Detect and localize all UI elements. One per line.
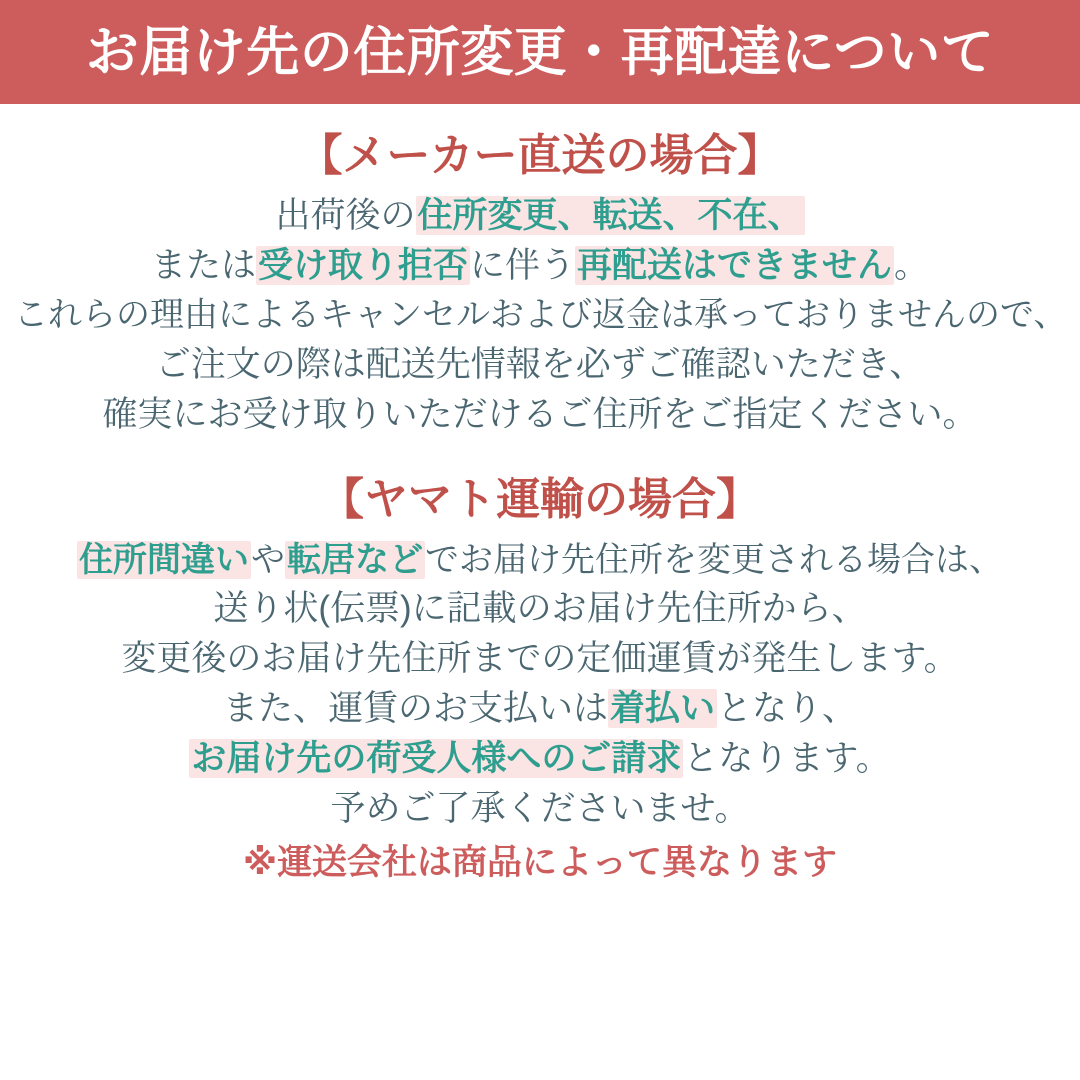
notice-line xyxy=(14,241,1066,291)
text-segment: また、運賃のお支払いは xyxy=(222,689,608,729)
highlight-segment: 受け取り拒否 xyxy=(257,246,468,286)
section-heading-yamato: 【ヤマト運輸の場合】 xyxy=(320,475,760,525)
highlight-segment: 転居など xyxy=(287,540,423,579)
highlight-segment: 住所変更、転送、不在、 xyxy=(417,196,803,236)
text-segment: となり、 xyxy=(717,689,858,729)
text-segment: に伴う xyxy=(469,246,575,286)
section-heading-maker-direct: 【メーカー直送の場合】 xyxy=(298,131,782,180)
footer-note: ※運送会社は商品によって異なります xyxy=(242,843,838,883)
highlight-segment: お届け先の荷受人様へのご請求 xyxy=(191,739,682,779)
highlight-segment: 住所間違い xyxy=(79,540,249,579)
notice-line: 変更後のお届け先住所までの定価運賃が発生します。 xyxy=(121,639,959,679)
notice-line: 送り状(伝票)に記載のお届け先住所から、 xyxy=(213,589,867,629)
notice-body xyxy=(0,104,1080,887)
text-segment: 出荷後の xyxy=(275,196,416,236)
notice-line xyxy=(14,191,1066,241)
notice-line xyxy=(14,734,1066,784)
page-title: お届け先の住所変更・再配達について xyxy=(85,22,995,82)
header-banner xyxy=(0,0,1080,104)
notice-line: 予めご了承くださいませ。 xyxy=(330,789,750,829)
highlight-segment: 着払い xyxy=(609,689,715,729)
text-segment: や xyxy=(251,540,285,579)
notice-line: 確実にお受け取りいただけるご住所をご指定ください。 xyxy=(102,395,978,435)
text-segment: でお届け先住所を変更される場合は、 xyxy=(425,540,1003,579)
notice-line xyxy=(14,684,1066,734)
notice-line: ご注文の際は配送先情報を必ずご確認いただき、 xyxy=(155,345,925,385)
notice-line xyxy=(14,536,1066,585)
text-segment: または xyxy=(150,246,256,286)
text-segment: となります。 xyxy=(683,739,891,779)
notice-line: これらの理由によるキャンセルおよび返金は承っておりませんので、 xyxy=(14,296,1068,335)
highlight-segment: 再配送はできません xyxy=(577,246,893,286)
text-segment: 。 xyxy=(894,246,930,286)
